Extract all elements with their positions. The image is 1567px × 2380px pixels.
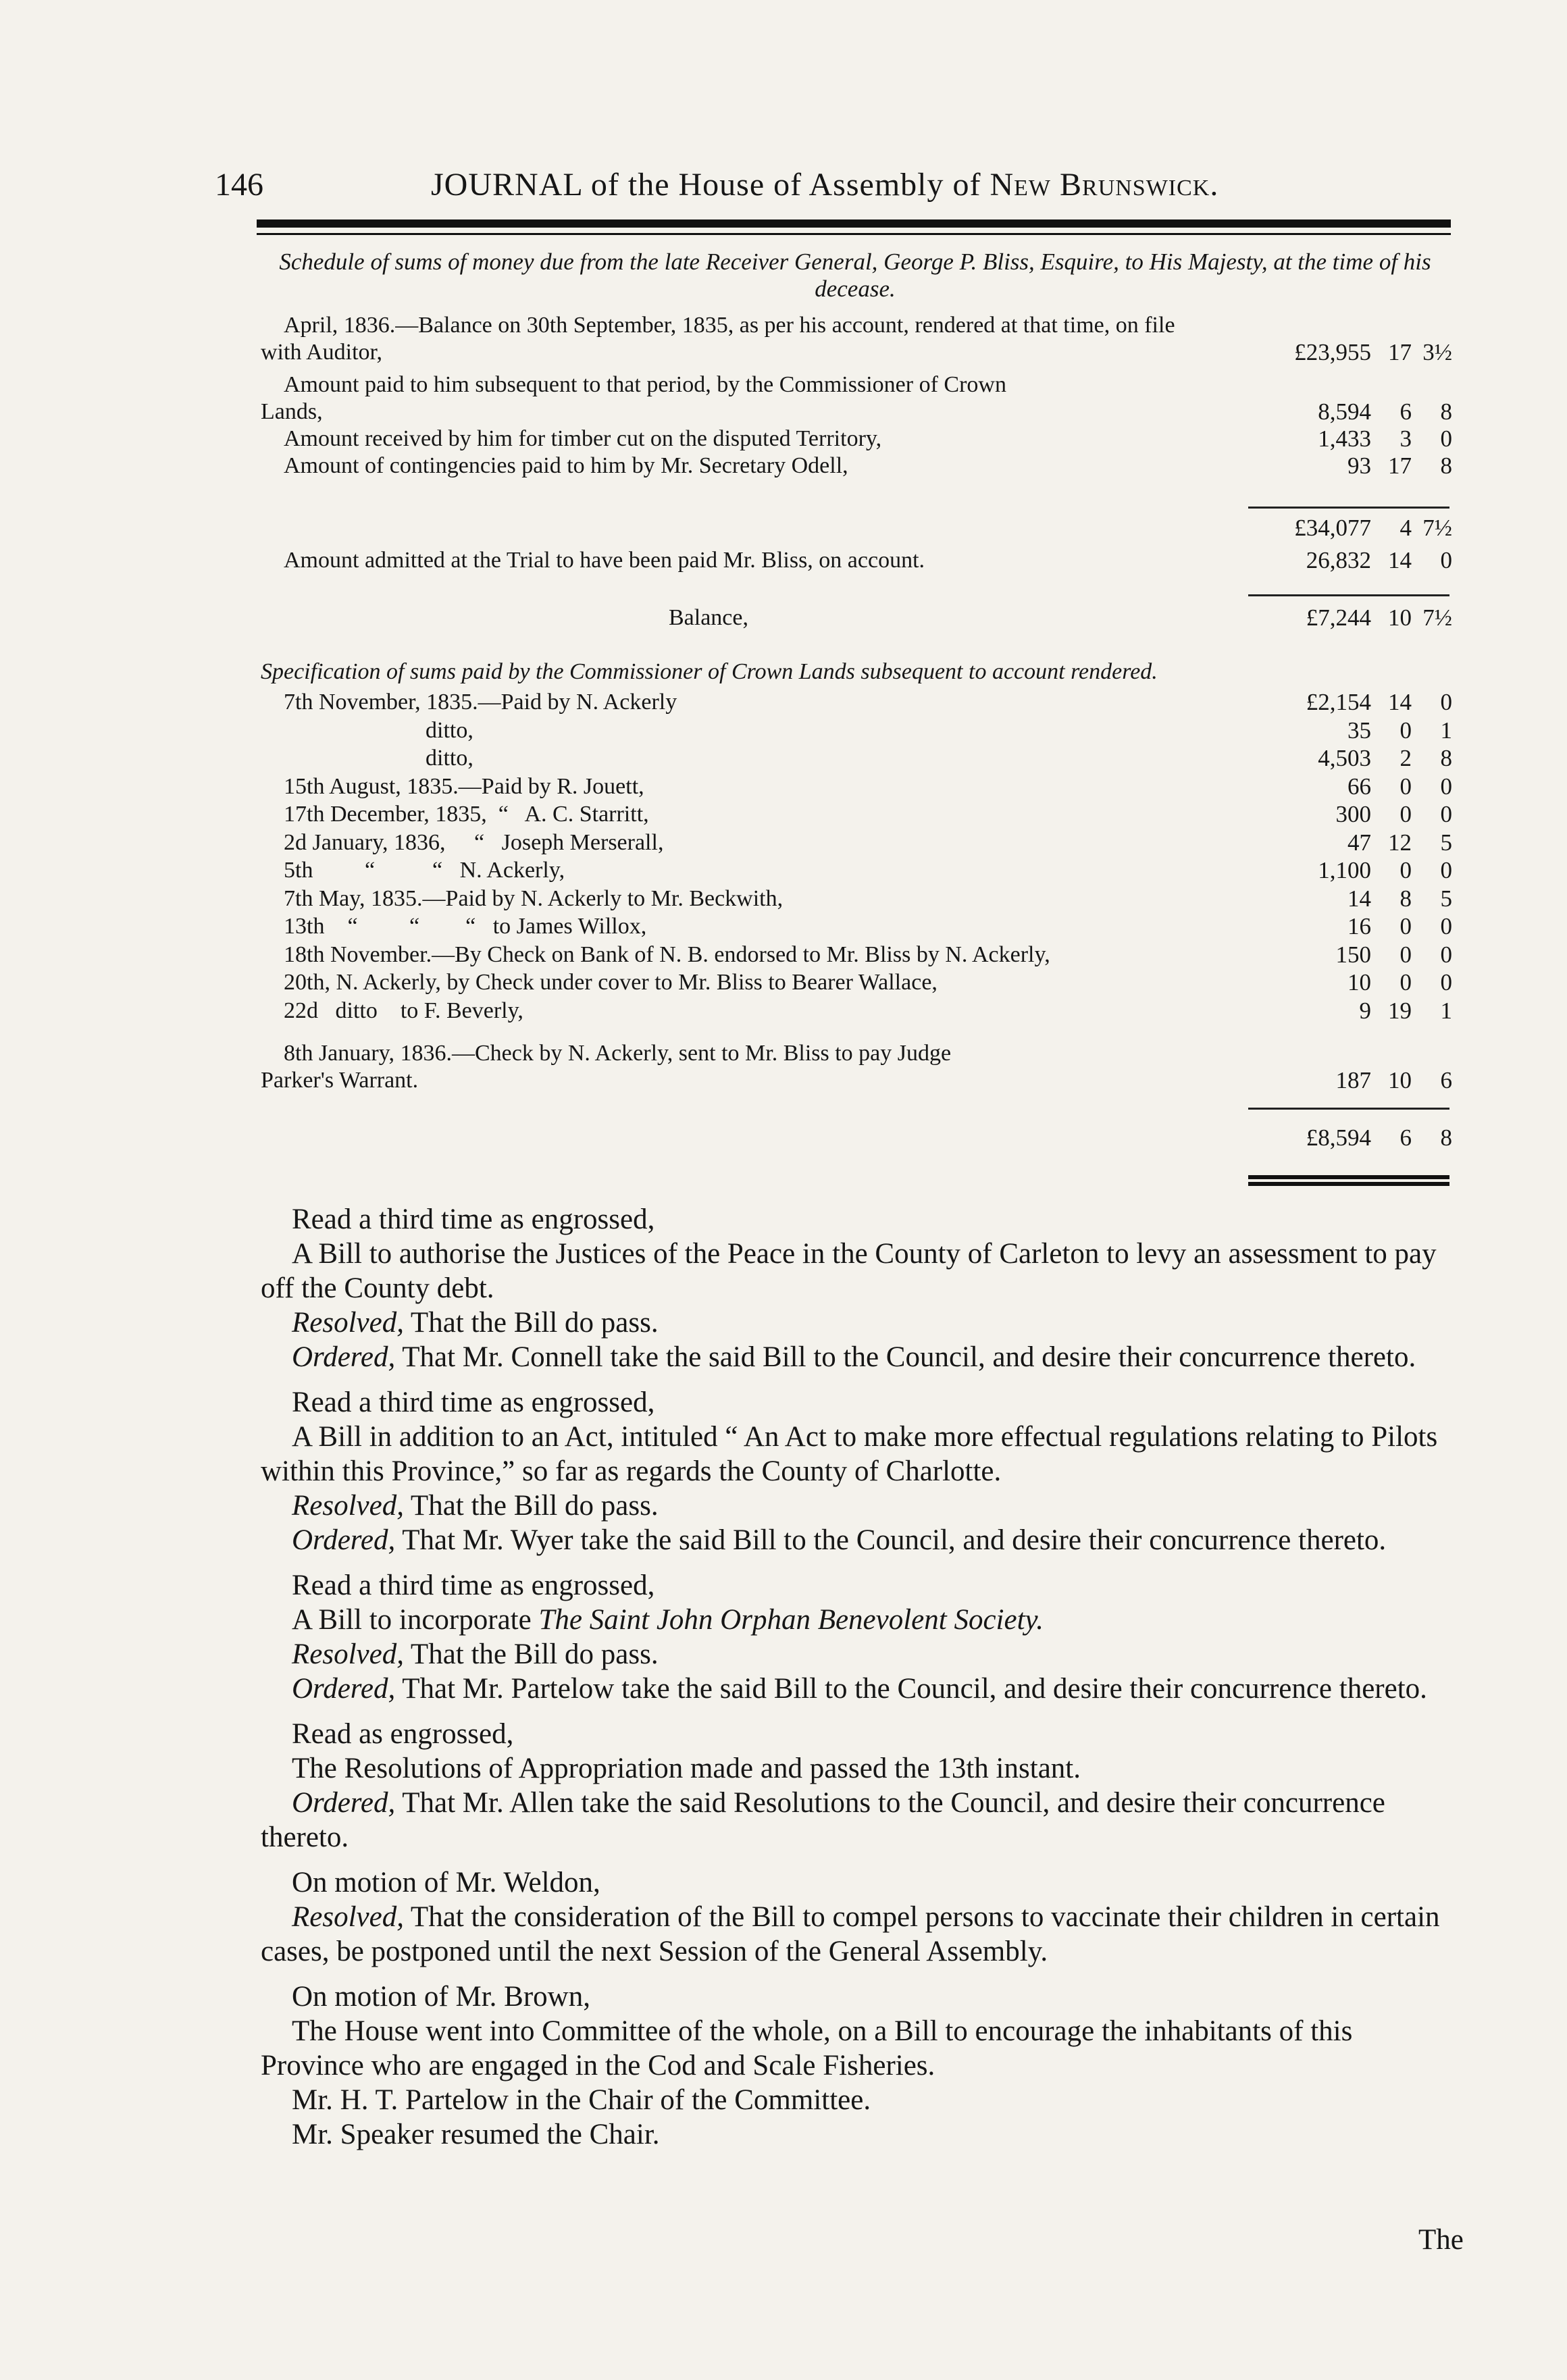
schedule-amount: £23,955 17 3½ (1294, 339, 1452, 365)
schedule-line2b: Lands, (261, 399, 323, 424)
specification-amount: £2,154 14 0 (1306, 689, 1452, 715)
proceedings-paragraph: Resolved, That the Bill do pass. (292, 1490, 659, 1522)
specification-row-text: 22d ditto to F. Beverly, (284, 998, 523, 1023)
province-name: New Brunswick. (990, 167, 1219, 203)
specification-amount: 10 0 0 (1347, 969, 1452, 995)
end-of-table-rules (1248, 1175, 1449, 1189)
proceedings-paragraph: On motion of Mr. Brown, (292, 1981, 590, 2013)
proceedings-paragraph: Ordered, That Mr. Connell take the said Bill to the Council, and desire their concurrence thereto. (292, 1341, 1416, 1373)
schedule-title: Schedule of sums of money due from the late Receiver General, George P. Bliss, Esquire, to His Majesty, at the time of his decease. (279, 249, 1431, 302)
proceedings-paragraph: Read as engrossed, (292, 1718, 514, 1750)
specification-amount: 16 0 0 (1347, 913, 1452, 939)
specification-amount: 66 0 0 (1347, 773, 1452, 800)
specification-amount: 47 12 5 (1347, 829, 1452, 856)
specification-amount: 35 0 1 (1347, 717, 1452, 744)
schedule-amount: 1,433 3 0 (1318, 425, 1452, 452)
proceedings-paragraph: Read a third time as engrossed, (292, 1570, 655, 1601)
proceedings-paragraph: Ordered, That Mr. Partelow take the said Bill to the Council, and desire their concurrence thereto. (292, 1673, 1427, 1705)
proceedings-paragraph: Resolved, That the consideration of the Bill to compel persons to vaccinate their children in certain cases, be postponed until the next Session of the General Assembly. (261, 1901, 1440, 1967)
schedule-line2a: Amount paid to him subsequent to that period, by the Commissioner of Crown (284, 372, 1006, 397)
catchword: The (1418, 2224, 1464, 2256)
sum-rule-3 (1248, 1108, 1449, 1110)
schedule-amount: 8,594 6 8 (1318, 398, 1452, 425)
specification-amount: 14 8 5 (1347, 885, 1452, 912)
specification-total: £8,594 6 8 (1306, 1124, 1452, 1151)
proceedings-paragraph: Mr. Speaker resumed the Chair. (292, 2119, 660, 2150)
proceedings-paragraph: A Bill to incorporate The Saint John Orphan Benevolent Society. (292, 1604, 1044, 1636)
proceedings-paragraph: Resolved, That the Bill do pass. (292, 1638, 659, 1670)
specification-amount: 4,503 2 8 (1318, 745, 1452, 771)
sum-rule-1 (1248, 507, 1449, 509)
specification-row-text: 20th, N. Ackerly, by Check under cover to Mr. Bliss to Bearer Wallace, (284, 970, 937, 995)
proceedings-paragraph: Read a third time as engrossed, (292, 1387, 655, 1418)
specification-row-text: 5th “ “ N. Ackerly, (284, 858, 565, 883)
proceedings-paragraph: A Bill to authorise the Justices of the Peace in the County of Carleton to levy an assessment to pay off the County debt. (261, 1238, 1437, 1304)
schedule-line4: Amount of contingencies paid to him by Mr. Secretary Odell, (284, 453, 848, 478)
schedule-amount: 93 17 8 (1347, 452, 1452, 479)
specification-amount: 1,100 0 0 (1318, 857, 1452, 883)
header-rule-thin (257, 233, 1451, 235)
spec-last-line-a: 8th January, 1836.—Check by N. Ackerly, sent to Mr. Bliss to pay Judge (284, 1041, 952, 1066)
specification-title: Specification of sums paid by the Commissioner of Crown Lands subsequent to account rendered. (261, 659, 1158, 684)
page-number: 146 (215, 167, 263, 203)
proceedings-paragraph: Ordered, That Mr. Allen take the said Resolutions to the Council, and desire their concurrence thereto. (261, 1787, 1385, 1853)
specification-amount: 9 19 1 (1359, 997, 1452, 1024)
specification-row-text: 7th May, 1835.—Paid by N. Ackerly to Mr. Beckwith, (284, 885, 784, 911)
spec-last-line-b: Parker's Warrant. (261, 1068, 419, 1093)
proceedings-paragraph: Ordered, That Mr. Wyer take the said Bill to the Council, and desire their concurrence thereto. (292, 1524, 1387, 1556)
proceedings-paragraph: Resolved, That the Bill do pass. (292, 1307, 659, 1339)
schedule-line1b: with Auditor, (261, 340, 382, 365)
specification-amount: 300 0 0 (1335, 801, 1452, 827)
journal-title: JOURNAL of the House of Assembly of New Brunswick. (431, 167, 1219, 203)
proceedings-paragraph: On motion of Mr. Weldon, (292, 1867, 600, 1898)
specification-amount: 150 0 0 (1335, 941, 1452, 968)
proceedings-paragraph: A Bill in addition to an Act, intituled “ An Act to make more effectual regulations relating to Pilots within this Province,” so far as regards the County of Charlotte. (261, 1421, 1438, 1487)
proceedings-text (261, 1202, 1449, 2152)
specification-row-text: ditto, (426, 746, 473, 771)
schedule-line3: Amount received by him for timber cut on the disputed Territory, (284, 426, 882, 451)
specification-row-text: ditto, (426, 717, 473, 743)
schedule-amount: £7,244 10 7½ (1306, 604, 1452, 631)
schedule-balance-label: Balance, (669, 605, 748, 630)
specification-row-text: 18th November.—By Check on Bank of N. B. endorsed to Mr. Bliss by N. Ackerly, (284, 941, 1050, 967)
proceedings-paragraph: Read a third time as engrossed, (292, 1204, 655, 1235)
schedule-amount: £34,077 4 7½ (1294, 515, 1452, 541)
proceedings-paragraph: The House went into Committee of the whole, on a Bill to encourage the inhabitants of this Province who are engaged in the Cod and Scale Fisheries. (261, 2015, 1353, 2081)
specification-row-text: 2d January, 1836, “ Joseph Merserall, (284, 829, 664, 855)
schedule-admitted: Amount admitted at the Trial to have been paid Mr. Bliss, on account. (284, 548, 925, 573)
header-rule-thick (257, 219, 1451, 228)
proceedings-paragraph: The Resolutions of Appropriation made and passed the 13th instant. (292, 1753, 1081, 1784)
specification-row-text: 15th August, 1835.—Paid by R. Jouett, (284, 773, 644, 799)
specification-row-text: 17th December, 1835, “ A. C. Starritt, (284, 802, 649, 827)
specification-last-amount: 187 10 6 (1335, 1067, 1452, 1093)
schedule-line1a: April, 1836.—Balance on 30th September, 1835, as per his account, rendered at that time, on file (284, 313, 1175, 338)
specification-row-text: 7th November, 1835.—Paid by N. Ackerly (284, 690, 677, 715)
schedule-amount: 26,832 14 0 (1306, 547, 1452, 573)
specification-row-text: 13th “ “ “ to James Willox, (284, 914, 647, 939)
proceedings-paragraph: Mr. H. T. Partelow in the Chair of the Committee. (292, 2084, 871, 2116)
sum-rule-2 (1248, 594, 1449, 596)
